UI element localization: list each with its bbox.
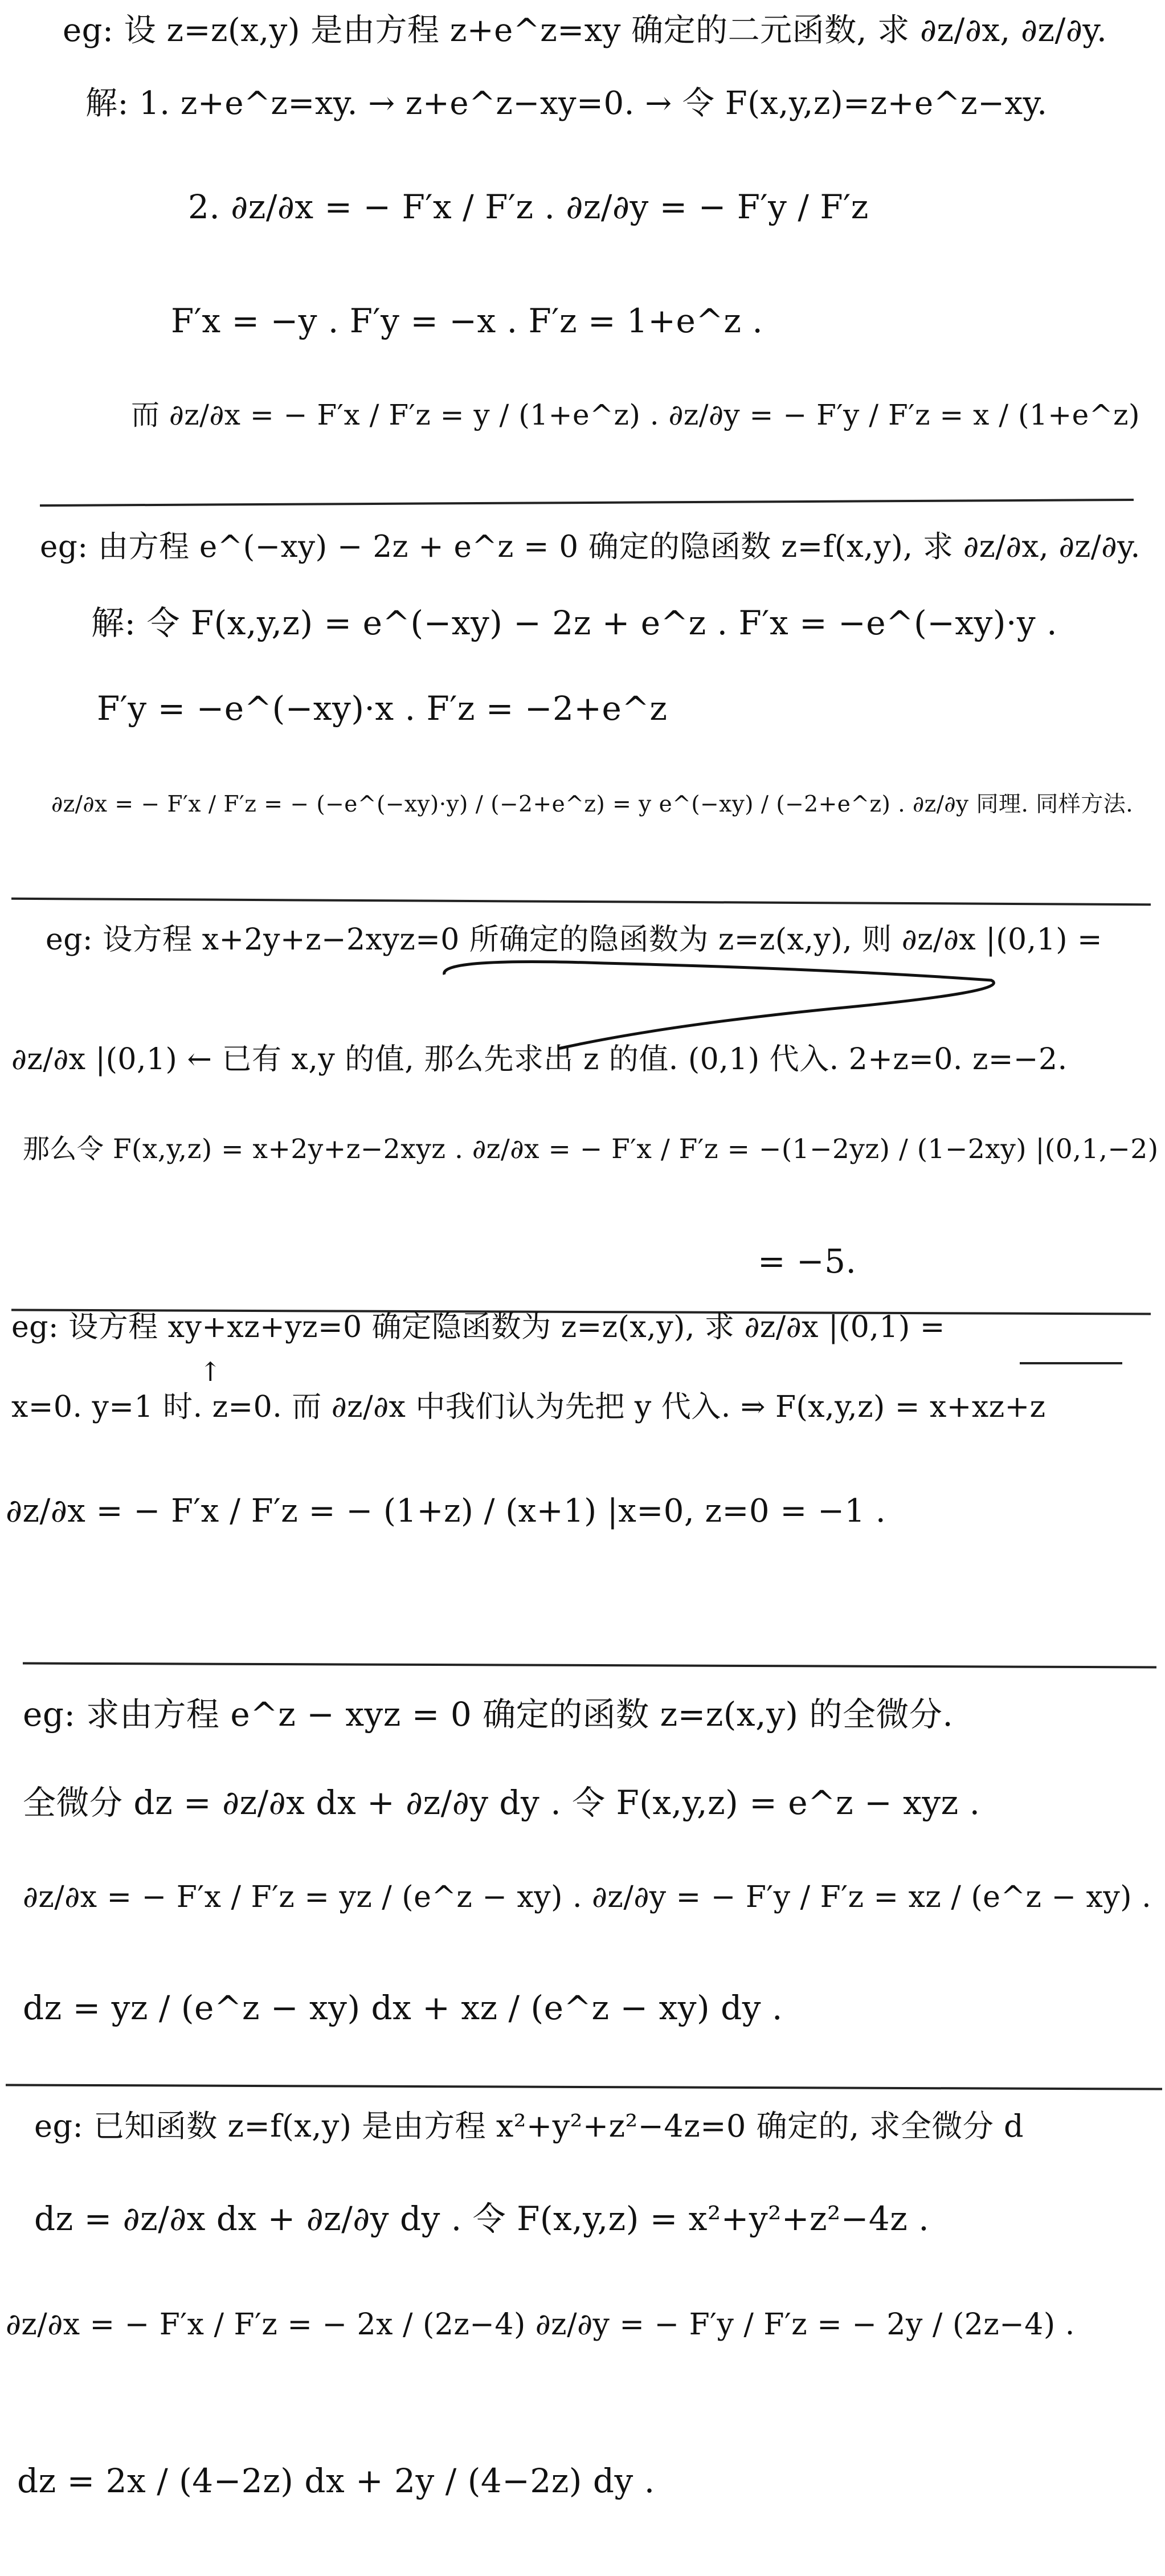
ex5-result: dz = yz / (e^z − xy) dx + xz / (e^z − xy) dy . — [23, 1988, 783, 2027]
ex4-values: x=0. y=1 时. z=0. 而 ∂z/∂x 中我们认为先把 y 代入. ⇒ F(x,y,z) = x+xz+z — [11, 1390, 1046, 1424]
annotation-arrow — [433, 940, 1025, 1054]
ex3-solve: 那么令 F(x,y,z) = x+2y+z−2xyz . ∂z/∂x = − F′x / F′z = −(1−2yz) / (1−2xy) |(0,1,−2) — [23, 1134, 1159, 1165]
ex5-total-diff: 全微分 dz = ∂z/∂x dx + ∂z/∂y dy . 令 F(x,y,z) = e^z − xyz . — [23, 1783, 980, 1822]
ex2-partials: F′y = −e^(−xy)·x . F′z = −2+e^z — [97, 689, 668, 728]
ex1-title: eg: 设 z=z(x,y) 是由方程 z+e^z=xy 确定的二元函数, 求 ∂z/∂x, ∂z/∂y. — [63, 12, 1107, 49]
ex3-answer: = −5. — [758, 1242, 857, 1281]
section-divider — [6, 2084, 1162, 2090]
ex2-title: eg: 由方程 e^(−xy) − 2z + e^z = 0 确定的隐函数 z=f(x,y), 求 ∂z/∂x, ∂z/∂y. — [40, 529, 1141, 564]
ex1-partials: F′x = −y . F′y = −x . F′z = 1+e^z . — [171, 301, 763, 340]
ex2-setup: 解: 令 F(x,y,z) = e^(−xy) − 2z + e^z . F′x = −e^(−xy)·y . — [91, 604, 1058, 642]
section-divider — [40, 499, 1134, 507]
ex4-title: eg: 设方程 xy+xz+yz=0 确定隐函数为 z=z(x,y), 求 ∂z/∂x |(0,1) = — [11, 1310, 945, 1344]
ex5-title: eg: 求由方程 e^z − xyz = 0 确定的函数 z=z(x,y) 的全微分. — [23, 1695, 954, 1734]
ex4-result: ∂z/∂x = − F′x / F′z = − (1+z) / (x+1) |x=0, z=0 = −1 . — [6, 1493, 886, 1530]
ex1-step1: 解: 1. z+e^z=xy. → z+e^z−xy=0. → 令 F(x,y,z)=z+e^z−xy. — [85, 85, 1048, 122]
ex3-title: eg: 设方程 x+2y+z−2xyz=0 所确定的隐函数为 z=z(x,y), 则 ∂z/∂x |(0,1) = — [46, 923, 1103, 957]
ex2-result: ∂z/∂x = − F′x / F′z = − (−e^(−xy)·y) / (−2+e^z) = y e^(−xy) / (−2+e^z) . ∂z/∂y 同理. 同样方法. — [51, 792, 1134, 817]
ex6-result: dz = 2x / (4−2z) dx + 2y / (4−2z) dy . — [17, 2461, 655, 2500]
insert-arrow: ↑ — [199, 1356, 222, 1387]
ex6-total-diff: dz = ∂z/∂x dx + ∂z/∂y dy . 令 F(x,y,z) = x²+y²+z²−4z . — [34, 2199, 930, 2238]
ex6-title: eg: 已知函数 z=f(x,y) 是由方程 x²+y²+z²−4z=0 确定的, 求全微分 d — [34, 2108, 1024, 2144]
ex5-partials: ∂z/∂x = − F′x / F′z = yz / (e^z − xy) . ∂z/∂y = − F′y / F′z = xz / (e^z − xy) . — [23, 1880, 1152, 1914]
ex1-result: 而 ∂z/∂x = − F′x / F′z = y / (1+e^z) . ∂z/∂y = − F′y / F′z = x / (1+e^z) — [131, 398, 1140, 431]
answer-blank — [1020, 1362, 1122, 1364]
ex1-step2: 2. ∂z/∂x = − F′x / F′z . ∂z/∂y = − F′y / F′z — [188, 188, 869, 226]
ex6-partials: ∂z/∂x = − F′x / F′z = − 2x / (2z−4) ∂z/∂y = − F′y / F′z = − 2y / (2z−4) . — [6, 2308, 1075, 2342]
section-divider — [11, 898, 1151, 906]
ex3-note: ∂z/∂x |(0,1) ← 已有 x,y 的值, 那么先求出 z 的值. (0,1) 代入. 2+z=0. z=−2. — [11, 1042, 1068, 1077]
section-divider — [23, 1662, 1156, 1669]
